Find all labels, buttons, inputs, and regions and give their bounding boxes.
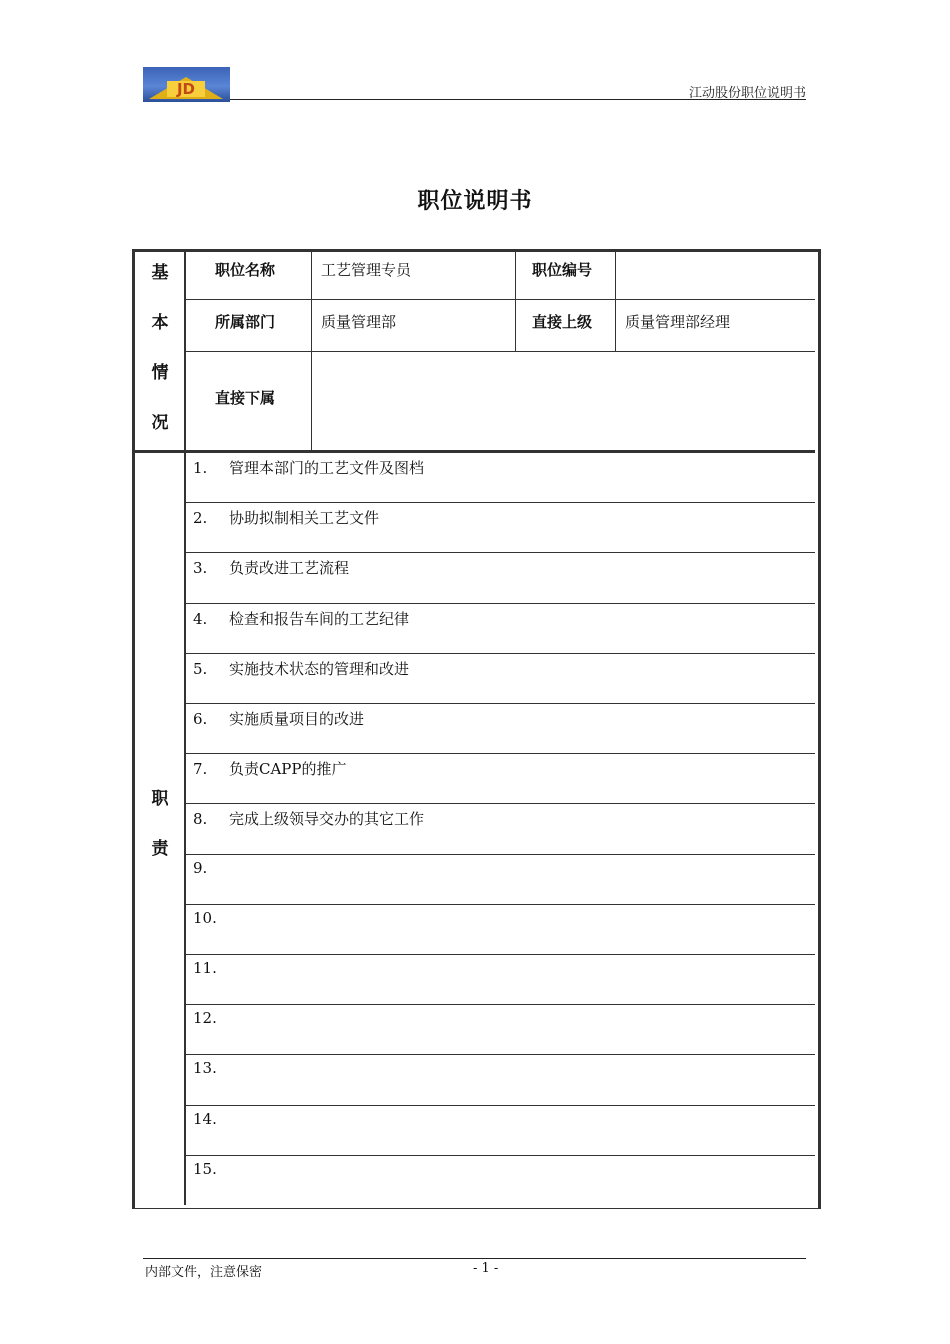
duties-label-char: 责: [151, 839, 169, 859]
confidential-note: 内部文件，注意保密: [145, 1265, 263, 1280]
footer-rule: [143, 1258, 806, 1259]
duty-item: [193, 658, 409, 679]
col-divider: [515, 252, 516, 351]
duty-number: 1.: [193, 459, 208, 477]
duty-item: [193, 909, 229, 927]
duty-number: 15.: [193, 1159, 217, 1178]
duty-row-divider: [186, 1105, 815, 1106]
direct-subordinate-label: 直接下属: [215, 389, 276, 407]
duty-text: 实施质量项目的改进: [229, 710, 365, 728]
row-divider: [186, 351, 815, 352]
duty-row-divider: [186, 753, 815, 754]
basic-info-label-char: 况: [151, 413, 169, 433]
section-separator: [135, 450, 815, 453]
duty-row-divider: [186, 1054, 815, 1055]
duty-number: 14.: [193, 1109, 217, 1128]
page-number: - 1 -: [473, 1261, 499, 1276]
duty-number: 5.: [193, 659, 208, 678]
duty-item: [193, 758, 347, 779]
duty-row-divider: [186, 854, 815, 855]
duty-text: 负责CAPP的推广: [229, 760, 347, 779]
duty-item: [193, 1059, 229, 1077]
duty-text: 协助拟制相关工艺文件: [229, 509, 380, 528]
header-rule: [230, 99, 806, 100]
duty-row-divider: [186, 954, 815, 955]
company-logo: [143, 67, 230, 102]
duty-number: 4.: [193, 609, 208, 628]
basic-info-label-char: 基: [151, 263, 169, 283]
duty-text: 检查和报告车间的工艺纪律: [229, 609, 410, 628]
duties-label-char: 职: [151, 789, 169, 809]
duty-row-divider: [186, 1155, 815, 1156]
department-value: 质量管理部: [321, 313, 397, 331]
duty-item: [193, 1009, 229, 1027]
logo-icon: [143, 67, 230, 102]
duty-number: 12.: [193, 1009, 217, 1028]
duty-item: [193, 557, 349, 578]
col-divider: [615, 252, 616, 351]
duty-text: 完成上级领导交办的其它工作: [229, 810, 425, 829]
row-divider: [186, 299, 815, 300]
duty-number: 3.: [193, 559, 208, 578]
duty-number: 9.: [193, 858, 208, 877]
duty-row-divider: [186, 1004, 815, 1005]
duty-row-divider: [186, 703, 815, 704]
duty-number: 6.: [193, 710, 208, 728]
position-name-value: 工艺管理专员: [321, 261, 412, 279]
duty-row-divider: [186, 502, 815, 503]
duty-text: 管理本部门的工艺文件及图档: [229, 459, 425, 477]
duty-number: 10.: [193, 908, 217, 927]
basic-info-label-char: 本: [151, 313, 169, 333]
duty-number: 11.: [193, 959, 217, 977]
page-title: 职位说明书: [417, 189, 533, 214]
duty-row-divider: [186, 552, 815, 553]
duty-item: [193, 507, 379, 528]
duty-item: [193, 959, 229, 977]
duty-item: [193, 859, 229, 877]
duty-item: [193, 1110, 229, 1128]
duty-number: 8.: [193, 810, 208, 829]
duty-text: 实施技术状态的管理和改进: [229, 659, 410, 678]
duty-row-divider: [186, 603, 815, 604]
logo-text: JD: [176, 80, 196, 98]
basic-info-label-char: 情: [151, 363, 169, 383]
duty-row-divider: [186, 803, 815, 804]
direct-superior-label: 直接上级: [532, 313, 593, 331]
position-name-label: 职位名称: [215, 261, 276, 279]
duty-item: [193, 457, 424, 478]
direct-superior-value: 质量管理部经理: [625, 313, 731, 331]
duty-number: 13.: [193, 1059, 217, 1078]
duty-item: [193, 708, 364, 729]
duty-row-divider: [186, 904, 815, 905]
department-label: 所属部门: [215, 313, 276, 331]
duty-text: 负责改进工艺流程: [229, 559, 350, 578]
duty-item: [193, 808, 424, 829]
duty-item: [193, 1160, 229, 1178]
duty-number: 7.: [193, 760, 208, 779]
section-divider: [184, 252, 186, 1205]
position-code-label: 职位编号: [532, 261, 593, 279]
duty-item: [193, 608, 409, 629]
duty-number: 2.: [193, 509, 208, 528]
header-doc-title: 江动股份职位说明书: [688, 86, 806, 101]
duty-row-divider: [186, 653, 815, 654]
